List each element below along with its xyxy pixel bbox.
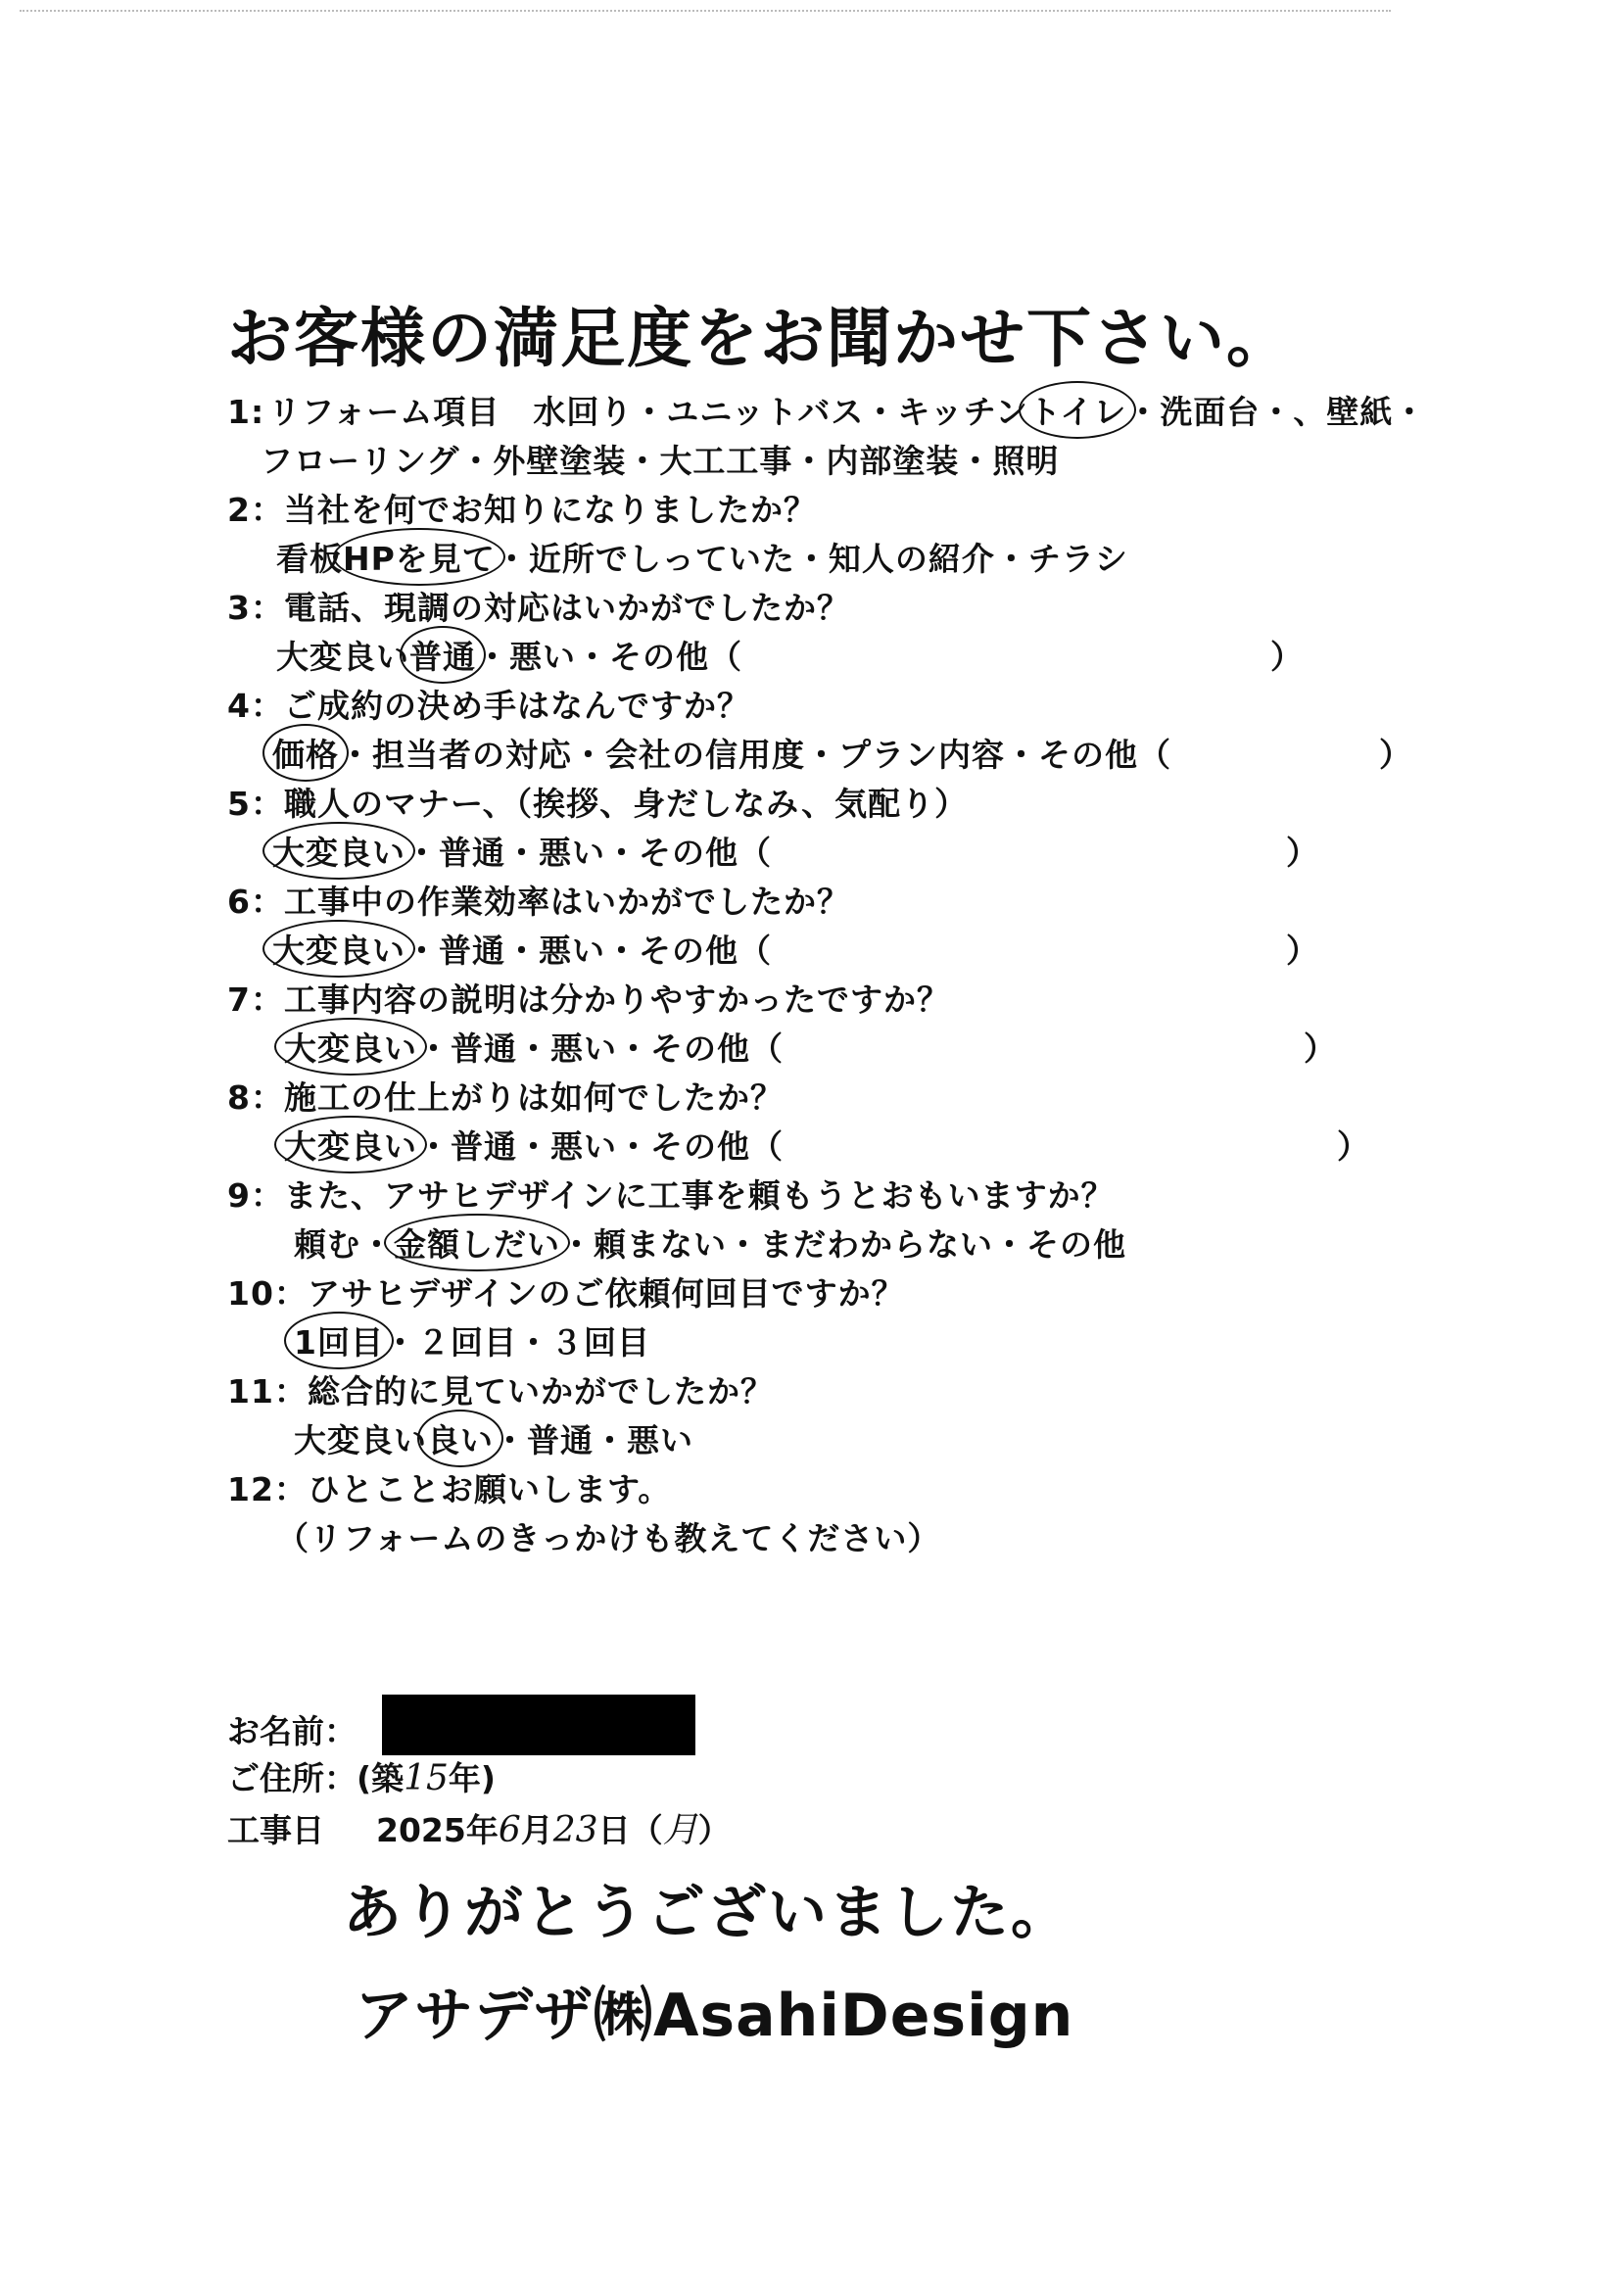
company-name: アサデザ㈱AsahiDesign <box>355 1982 1074 2050</box>
question-2 <box>227 485 817 531</box>
name-label: お名前： <box>227 1712 357 1750</box>
circled-option: 良い <box>427 1415 494 1461</box>
question-text: 工事中の作業効率はいかがでしたか？ <box>283 883 850 921</box>
question-number: 5： <box>227 785 284 823</box>
question-number: 8： <box>227 1078 284 1117</box>
option: 頼む・ <box>294 1225 394 1264</box>
options-rest: ・普通・悪い・その他（ <box>405 932 772 970</box>
question-number: 4： <box>227 687 284 725</box>
date-close-paren: ） <box>697 1811 731 1849</box>
question-text: アサヒデザインのご依頼何回目ですか？ <box>307 1274 905 1313</box>
month-suffix: 月 <box>520 1811 553 1849</box>
question-text: リフォーム項目 水回り・ユニットバス・キッチン <box>268 393 1029 431</box>
handwritten-weekday: 月 <box>662 1810 698 1850</box>
handwritten-month: 6 <box>498 1810 521 1850</box>
question-number: 2： <box>227 491 284 529</box>
option: 大変良い <box>276 638 409 676</box>
address-suffix: 年) <box>448 1759 496 1797</box>
question-number: 6： <box>227 883 284 921</box>
answer-6 <box>272 926 772 972</box>
answer-7 <box>284 1024 784 1070</box>
address-line <box>227 1753 496 1799</box>
circled-option: 1回目 <box>294 1317 384 1363</box>
close-paren-5: ） <box>1286 834 1319 872</box>
circled-option: 大変良い <box>284 1122 417 1168</box>
question-text: 施工の仕上がりは如何でしたか？ <box>283 1078 784 1117</box>
construction-date-line <box>227 1802 731 1852</box>
answer-9 <box>294 1220 1126 1266</box>
thank-you-message: ありがとうございました。 <box>343 1879 1071 1947</box>
question-number: 3： <box>227 589 284 627</box>
handwritten-day: 23 <box>552 1810 598 1850</box>
circled-option: 金額しだい <box>394 1220 560 1266</box>
answer-2 <box>276 534 1128 580</box>
question-number: 9： <box>227 1176 284 1215</box>
options-rest: ・悪い・その他（ <box>476 638 742 676</box>
question-text: 工事内容の説明は分かりやすかったですか？ <box>283 981 950 1019</box>
question-12-line2: （リフォームのきっかけも教えてください） <box>276 1519 941 1557</box>
question-6 <box>227 877 850 923</box>
circled-option: HPを見て <box>343 534 496 580</box>
question-number: 10： <box>227 1274 308 1313</box>
question-5 <box>227 779 968 825</box>
date-label: 工事日 <box>227 1811 324 1849</box>
question-12 <box>227 1464 671 1510</box>
question-1-line2: フローリング・外壁塗装・大工工事・内部塗装・照明 <box>261 442 1060 480</box>
question-text: また、アサヒデザインに工事を頼もうとおもいますか？ <box>283 1176 1115 1215</box>
answer-10 <box>294 1317 650 1363</box>
question-10 <box>227 1268 905 1315</box>
circled-option: 普通 <box>409 632 476 678</box>
options-rest: ・近所でしっていた・知人の紹介・チラシ <box>495 540 1128 578</box>
question-text: 総合的に見ていかがでしたか？ <box>307 1372 774 1411</box>
options-rest: ・２回目・３回目 <box>383 1323 650 1362</box>
answer-3 <box>276 632 742 678</box>
options-rest: ・洗面台・、壁紙・ <box>1126 393 1427 431</box>
day-suffix: 日（ <box>597 1811 663 1849</box>
question-text: ひとことお願いします。 <box>307 1470 672 1508</box>
question-11 <box>227 1366 774 1412</box>
option: 大変良い <box>294 1421 427 1459</box>
close-paren-4: ） <box>1379 736 1412 774</box>
options-rest: ・普通・悪い・その他（ <box>417 1029 784 1068</box>
options-rest: ・頼まない・まだわからない・その他 <box>560 1225 1126 1264</box>
address-label: ご住所：(築 <box>227 1759 405 1797</box>
question-text: ご成約の決め手はなんですか？ <box>283 687 750 725</box>
question-text: 当社を何でお知りになりましたか？ <box>283 491 817 529</box>
question-4 <box>227 681 750 727</box>
question-8 <box>227 1073 784 1119</box>
close-paren-7: ） <box>1304 1029 1337 1068</box>
close-paren-3: ） <box>1270 638 1304 676</box>
date-year: 2025年 <box>376 1811 499 1849</box>
question-text: 電話、現調の対応はいかがでしたか？ <box>283 589 850 627</box>
answer-11 <box>294 1415 693 1461</box>
close-paren-6: ） <box>1286 932 1319 970</box>
handwritten-years: 15 <box>404 1758 449 1798</box>
question-7 <box>227 975 950 1021</box>
redacted-name-box <box>382 1695 695 1755</box>
option: 看板 <box>276 540 343 578</box>
answer-4 <box>272 730 1171 776</box>
options-rest: ・普通・悪い・その他（ <box>405 834 772 872</box>
close-paren-8: ） <box>1337 1127 1370 1166</box>
question-number: 11： <box>227 1372 308 1411</box>
options-rest: ・普通・悪い・その他（ <box>417 1127 784 1166</box>
circled-option: 大変良い <box>284 1024 417 1070</box>
circled-option: 大変良い <box>272 828 405 874</box>
question-number: 12： <box>227 1470 308 1508</box>
scan-artifact-line <box>20 10 1391 14</box>
question-1 <box>227 387 1426 433</box>
question-number: 1: <box>227 393 265 431</box>
answer-5 <box>272 828 772 874</box>
question-3 <box>227 583 850 629</box>
options-rest: ・普通・悪い <box>494 1421 693 1459</box>
circled-option: 大変良い <box>272 926 405 972</box>
circled-option: 価格 <box>272 730 339 776</box>
question-number: 7： <box>227 981 284 1019</box>
survey-title: お客様の満足度をお聞かせ下さい。 <box>227 301 1293 376</box>
circled-option: トイレ <box>1028 387 1126 433</box>
answer-8 <box>284 1122 784 1168</box>
options-rest: ・担当者の対応・会社の信用度・プラン内容・その他（ <box>339 736 1171 774</box>
question-text: 職人のマナー、（挨拶、身だしなみ、気配り） <box>283 785 969 823</box>
question-9 <box>227 1171 1115 1217</box>
